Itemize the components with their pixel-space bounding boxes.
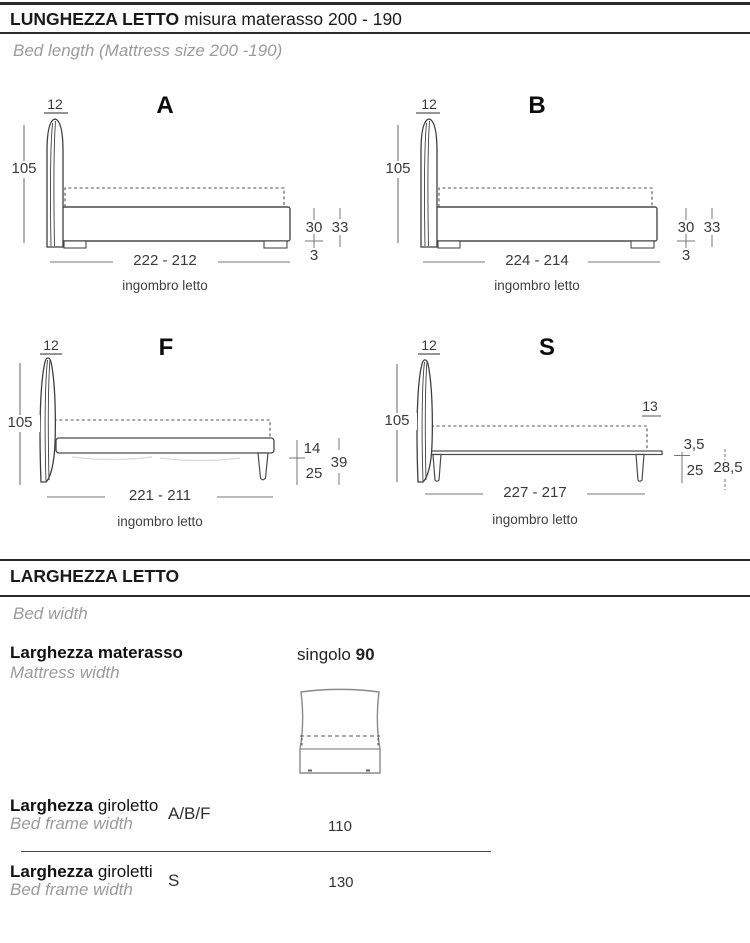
section-width-subtitle: Bed width xyxy=(13,604,88,623)
length-label: 227 - 217 xyxy=(503,484,567,501)
frame-width-label-rest-2: giroletti xyxy=(93,862,153,881)
foot-height-label: 3 xyxy=(681,247,691,264)
variant-letter-f: F xyxy=(158,334,174,361)
frame-width-label-bold-2: Larghezza xyxy=(10,862,94,881)
frame-height-label: 14 xyxy=(303,440,321,457)
frame-width-value-2: 130 xyxy=(328,874,354,891)
diagram-a xyxy=(0,90,378,310)
leg-height-label: 25 xyxy=(305,465,323,482)
footprint-caption: ingombro letto xyxy=(492,512,578,527)
bed-side-drawing-b xyxy=(372,90,750,310)
section-width-title xyxy=(10,566,179,587)
diagram-s xyxy=(372,325,750,545)
length-label: 222 - 212 xyxy=(133,252,197,269)
footprint-caption: ingombro letto xyxy=(494,278,580,293)
divider xyxy=(0,32,750,34)
frame-width-models-2: S xyxy=(168,871,180,890)
divider xyxy=(0,559,750,561)
length-label: 221 - 211 xyxy=(128,487,192,504)
length-label: 224 - 214 xyxy=(505,252,569,269)
mattress-size-prefix: singolo xyxy=(297,645,351,664)
frame-height-label: 30 xyxy=(677,219,695,236)
mattress-width-label-it: Larghezza materasso xyxy=(10,643,183,662)
headboard-width-label: 12 xyxy=(421,337,437,353)
mattress-size-number: 90 xyxy=(355,645,375,664)
total-height-label: 28,5 xyxy=(713,459,743,476)
section-length-title-bold: LUNGHEZZA LETTO xyxy=(10,9,180,29)
height-label: 105 xyxy=(378,161,418,178)
total-height-label: 33 xyxy=(703,219,721,236)
variant-letter-a: A xyxy=(156,92,174,119)
bed-side-drawing-f xyxy=(0,325,378,545)
bed-side-drawing-a xyxy=(0,90,378,310)
divider xyxy=(0,595,750,597)
headboard-width-label: 12 xyxy=(47,96,63,112)
section-length-subtitle: Bed length (Mattress size 200 -190) xyxy=(13,41,283,60)
divider-top xyxy=(0,2,750,5)
bed-front-drawing xyxy=(295,687,387,779)
frame-height-label: 30 xyxy=(305,219,323,236)
height-label: 105 xyxy=(377,413,417,430)
height-label: 105 xyxy=(4,161,44,178)
mattress-width-label-en: Mattress width xyxy=(10,663,120,682)
mattress-width-value xyxy=(297,645,375,665)
total-height-label: 33 xyxy=(331,219,349,236)
frame-width-label-it-1 xyxy=(10,796,158,816)
section-length-title-rest: misura materasso 200 - 190 xyxy=(184,9,402,29)
frame-width-label-it-2 xyxy=(10,862,153,882)
diagram-f xyxy=(0,325,378,545)
footprint-caption: ingombro letto xyxy=(117,514,203,529)
diagram-b xyxy=(372,90,750,310)
platform-height-label: 3,5 xyxy=(683,436,705,453)
footprint-caption: ingombro letto xyxy=(122,278,208,293)
headboard-width-label: 12 xyxy=(421,96,437,112)
total-height-label: 39 xyxy=(330,454,348,471)
row-divider xyxy=(21,851,491,852)
foot-height-label: 3 xyxy=(309,247,319,264)
variant-letter-s: S xyxy=(538,334,555,361)
variant-letter-b: B xyxy=(528,92,546,119)
section-length-title xyxy=(10,9,402,30)
headboard-width-label: 12 xyxy=(43,337,59,353)
frame-width-value-1: 110 xyxy=(328,818,352,835)
frame-width-label-en-2: Bed frame width xyxy=(10,880,133,899)
section-width-title-bold: LARGHEZZA LETTO xyxy=(10,566,180,586)
frame-width-label-bold-1: Larghezza xyxy=(10,796,94,815)
leg-height-label: 25 xyxy=(686,462,704,479)
frame-width-models-1: A/B/F xyxy=(168,804,211,823)
frame-width-label-rest-1: giroletto xyxy=(93,796,159,815)
mattress-overhang-label: 13 xyxy=(642,398,658,414)
height-label: 105 xyxy=(0,415,40,432)
frame-width-label-en-1: Bed frame width xyxy=(10,814,133,833)
